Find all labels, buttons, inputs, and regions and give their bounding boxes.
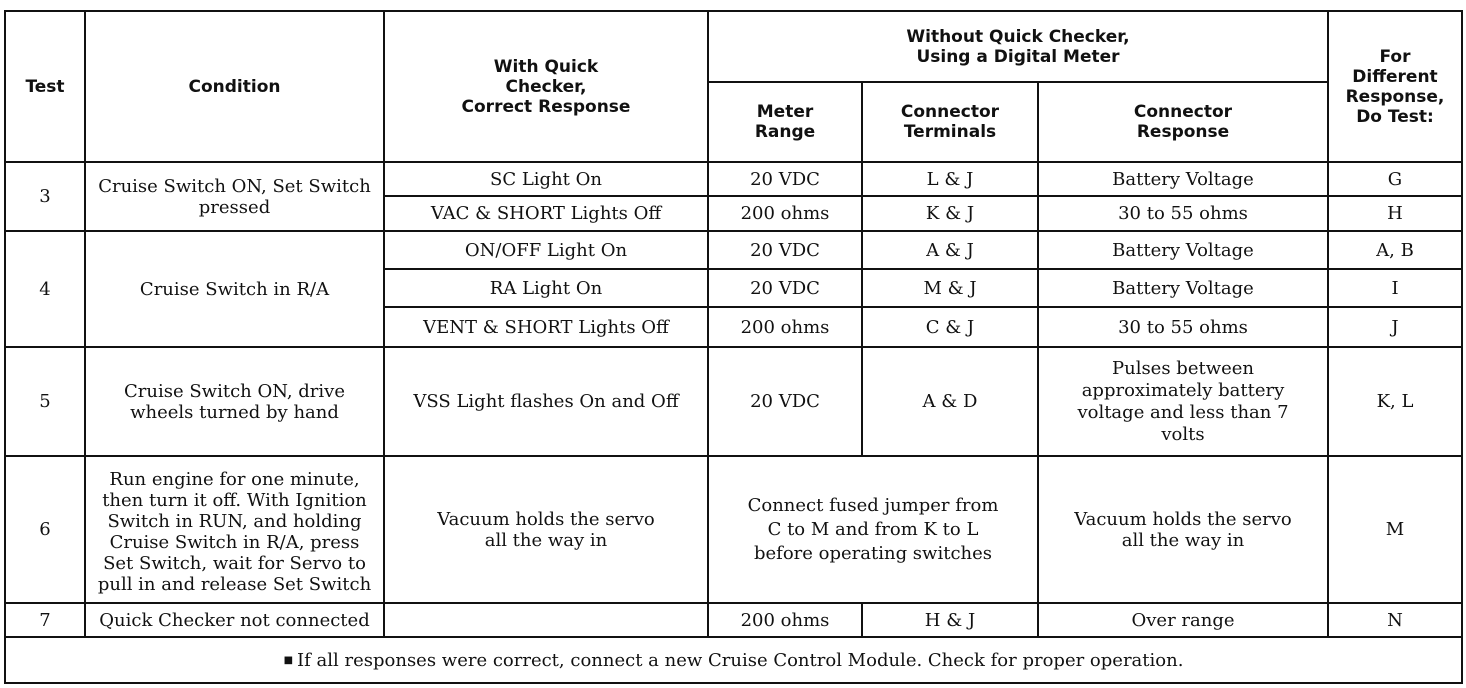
square-bullet-icon: ■ xyxy=(283,654,294,666)
do-test: G xyxy=(1328,162,1462,196)
connector-response: Battery Voltage xyxy=(1038,269,1328,307)
quick-checker-response: VENT & SHORT Lights Off xyxy=(384,307,708,347)
meter-range: 20 VDC xyxy=(708,231,862,269)
meter-range: 200 ohms xyxy=(708,196,862,231)
header-with-quick-checker: With Quick Checker, Correct Response xyxy=(384,11,708,162)
footer-note xyxy=(5,637,1462,683)
test-number: 5 xyxy=(5,347,85,456)
meter-range: 20 VDC xyxy=(708,269,862,307)
footer-text: If all responses were correct, connect a new Cruise Control Module. Check for proper operation. xyxy=(297,649,1184,671)
diagnostic-table xyxy=(4,10,1463,684)
connector-terminals: L & J xyxy=(862,162,1038,196)
connector-response: 30 to 55 ohms xyxy=(1038,307,1328,347)
do-test: K, L xyxy=(1328,347,1462,456)
header-connector-terminals: Connector Terminals xyxy=(862,82,1038,162)
condition-cell: Cruise Switch ON, drive wheels turned by hand xyxy=(85,347,384,456)
connector-response: 30 to 55 ohms xyxy=(1038,196,1328,231)
connector-response: Over range xyxy=(1038,603,1328,637)
connector-response: Pulses between approximately battery voltage and less than 7 volts xyxy=(1038,347,1328,456)
connector-response: Battery Voltage xyxy=(1038,231,1328,269)
table-row xyxy=(5,603,1462,637)
meter-note: Connect fused jumper from C to M and from K to L before operating switches xyxy=(708,456,1038,603)
connector-terminals: K & J xyxy=(862,196,1038,231)
condition-cell: Cruise Switch ON, Set Switch pressed xyxy=(85,162,384,231)
table-row xyxy=(5,162,1462,196)
meter-range: 200 ohms xyxy=(708,603,862,637)
connector-terminals: H & J xyxy=(862,603,1038,637)
do-test: M xyxy=(1328,456,1462,603)
connector-response: Battery Voltage xyxy=(1038,162,1328,196)
test-number: 7 xyxy=(5,603,85,637)
table-row xyxy=(5,347,1462,456)
do-test: J xyxy=(1328,307,1462,347)
quick-checker-response: VAC & SHORT Lights Off xyxy=(384,196,708,231)
condition-cell: Quick Checker not connected xyxy=(85,603,384,637)
connector-response: Vacuum holds the servo all the way in xyxy=(1038,456,1328,603)
do-test: N xyxy=(1328,603,1462,637)
test-chart-document xyxy=(4,10,1463,684)
header-condition: Condition xyxy=(85,11,384,162)
header-meter-range: Meter Range xyxy=(708,82,862,162)
test-number: 4 xyxy=(5,231,85,347)
test-number: 3 xyxy=(5,162,85,231)
table-row xyxy=(5,456,1462,603)
header-test: Test xyxy=(5,11,85,162)
test-number: 6 xyxy=(5,456,85,603)
connector-terminals: A & J xyxy=(862,231,1038,269)
do-test: A, B xyxy=(1328,231,1462,269)
connector-terminals: A & D xyxy=(862,347,1038,456)
header-connector-response: Connector Response xyxy=(1038,82,1328,162)
meter-range: 20 VDC xyxy=(708,162,862,196)
do-test: I xyxy=(1328,269,1462,307)
quick-checker-response: RA Light On xyxy=(384,269,708,307)
header-for-different-response: For Different Response, Do Test: xyxy=(1328,11,1462,162)
quick-checker-response xyxy=(384,603,708,637)
header-without-quick-checker: Without Quick Checker, Using a Digital Meter xyxy=(708,11,1328,82)
condition-cell: Cruise Switch in R/A xyxy=(85,231,384,347)
do-test: H xyxy=(1328,196,1462,231)
condition-cell: Run engine for one minute, then turn it off. With Ignition Switch in RUN, and holding Cruise Switch in R/A, press Set Switch, wait for Servo to pull in and release Set Switch xyxy=(85,456,384,603)
meter-range: 200 ohms xyxy=(708,307,862,347)
quick-checker-response: VSS Light flashes On and Off xyxy=(384,347,708,456)
footer-row xyxy=(5,637,1462,683)
table-row xyxy=(5,231,1462,269)
meter-range: 20 VDC xyxy=(708,347,862,456)
connector-terminals: C & J xyxy=(862,307,1038,347)
connector-terminals: M & J xyxy=(862,269,1038,307)
quick-checker-response: SC Light On xyxy=(384,162,708,196)
quick-checker-response: Vacuum holds the servo all the way in xyxy=(384,456,708,603)
quick-checker-response: ON/OFF Light On xyxy=(384,231,708,269)
